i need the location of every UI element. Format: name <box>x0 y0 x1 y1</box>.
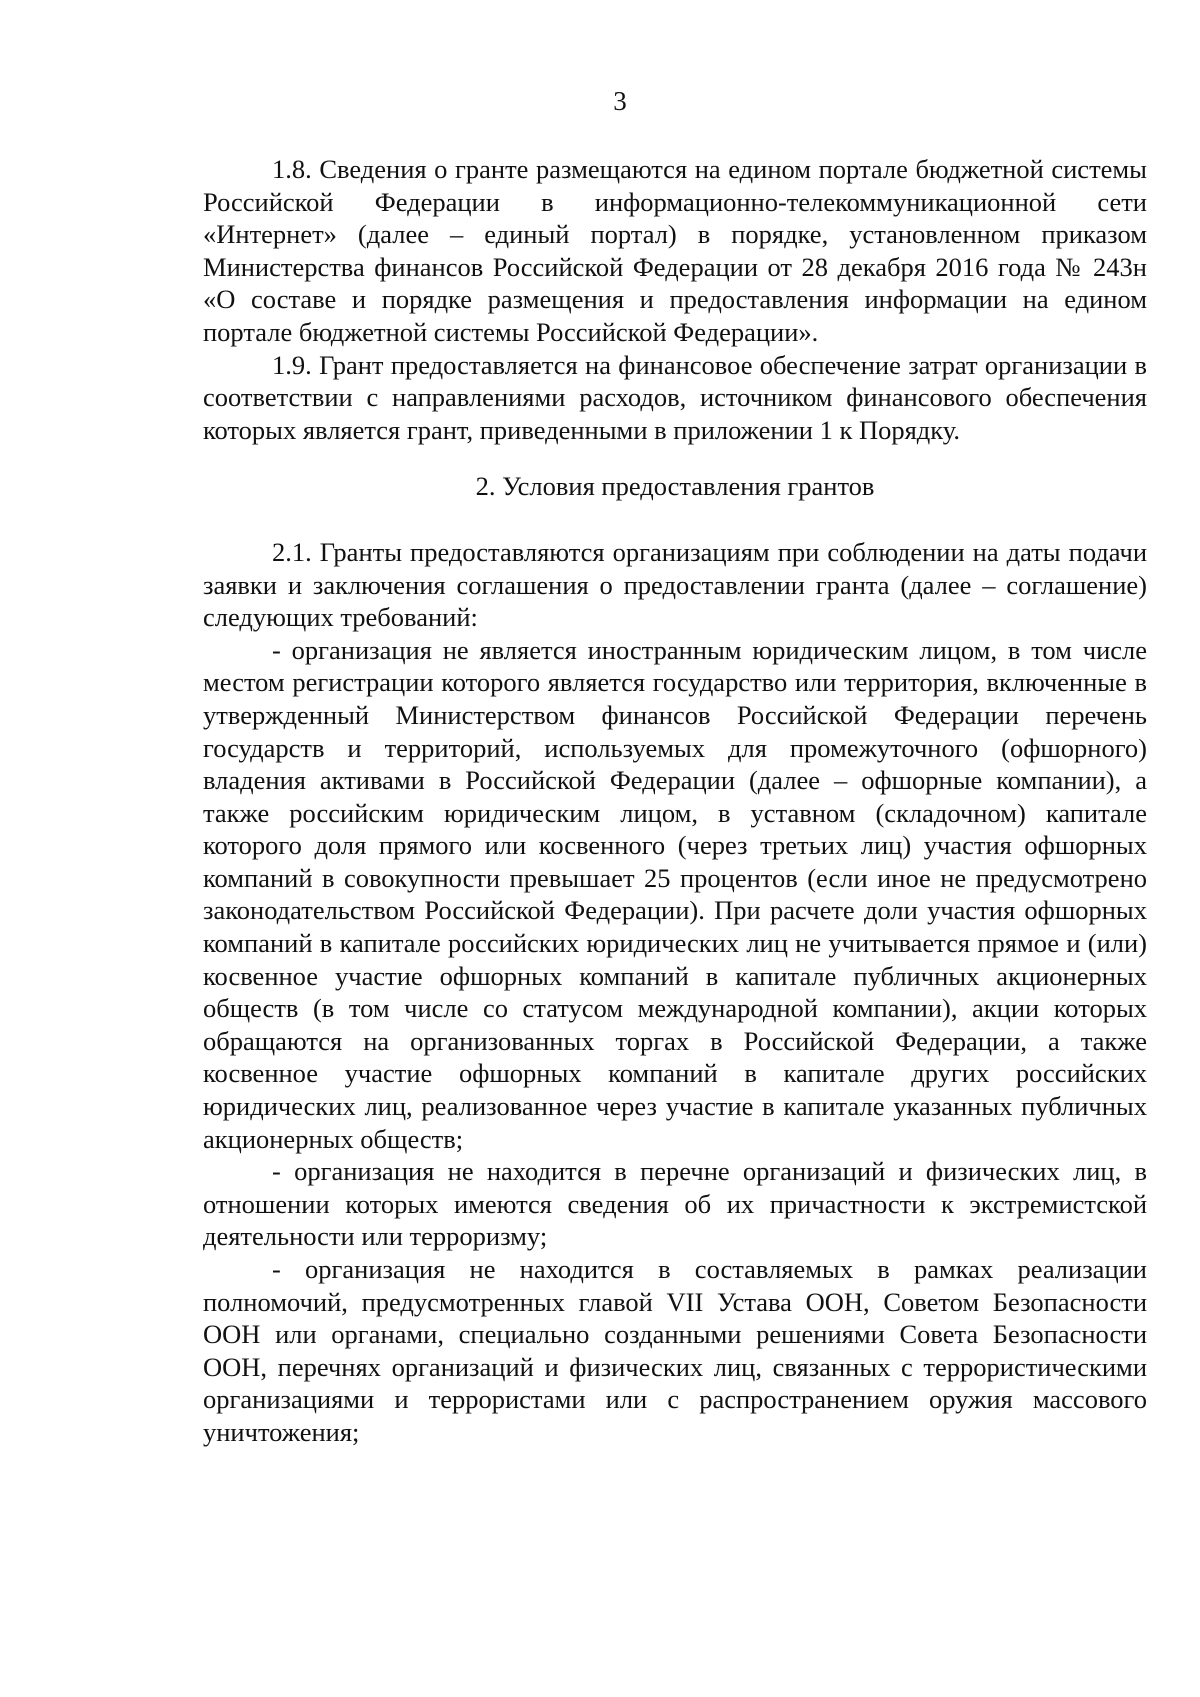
paragraph-1-8: 1.8. Сведения о гранте размещаются на едином портале бюджетной системы Российской Федерации в информационно-телекоммуникационной сети «Интернет» (далее – единый портал) в порядке, установленном приказом Министерства финансов Российской Федерации от 28 декабря 2016 года № 243н «О составе и порядке размещения и предоставления информации на едином портале бюджетной системы Российской Федерации». <box>203 154 1147 347</box>
requirement-offshore: - организация не является иностранным юридическим лицом, в том числе местом регистрации которого является государство или территория, включенные в утвержденный Министерством финансов Российской Федерации перечень государств и территорий, используемых для промежуточного (офшорного) владения активами в Российской Федерации (далее – офшорные компании), а также российским юридическим лицом, в уставном (складочном) капитале которого доля прямого или косвенного (через третьих лиц) участия офшорных компаний в совокупности превышает 25 процентов (если иное не предусмотрено законодательством Российской Федерации). При расчете доли участия офшорных компаний в капитале российских юридических лиц не учитывается прямое и (или) косвенное участие офшорных компаний в капитале публичных акционерных обществ (в том числе со статусом международной компании), акции которых обращаются на организованных торгах в Российской Федерации, а также косвенное участие офшорных компаний в капитале других российских юридических лиц, реализованное через участие в капитале указанных публичных акционерных обществ; <box>203 634 1147 1154</box>
paragraph-1-9: 1.9. Грант предоставляется на финансовое обеспечение затрат организации в соответствии с направлениями расходов, источником финансового обеспечения которых является грант, приведенными в приложении 1 к Порядку. <box>203 349 1147 445</box>
requirement-extremism: - организация не находится в перечне организаций и физических лиц, в отношении которых имеются сведения об их причастности к экстремистской деятельности или терроризму; <box>203 1156 1147 1252</box>
section-heading: 2. Условия предоставления грантов <box>475 471 875 502</box>
paragraph-2-1: 2.1. Гранты предоставляются организациям при соблюдении на даты подачи заявки и заключения соглашения о предоставлении гранта (далее – соглашение) следующих требований: <box>203 536 1147 633</box>
page-number: 3 <box>613 86 627 116</box>
document-body <box>203 153 1147 1449</box>
requirement-un-sanctions: - организация не находится в составляемых в рамках реализации полномочий, предусмотренных главой VII Устава ООН, Советом Безопасности ООН или органами, специально созданными решениями Совета Безопасности ООН, перечнях организаций и физических лиц, связанных с террористическими организациями и террористами или с распространением оружия массового уничтожения; <box>203 1254 1147 1447</box>
